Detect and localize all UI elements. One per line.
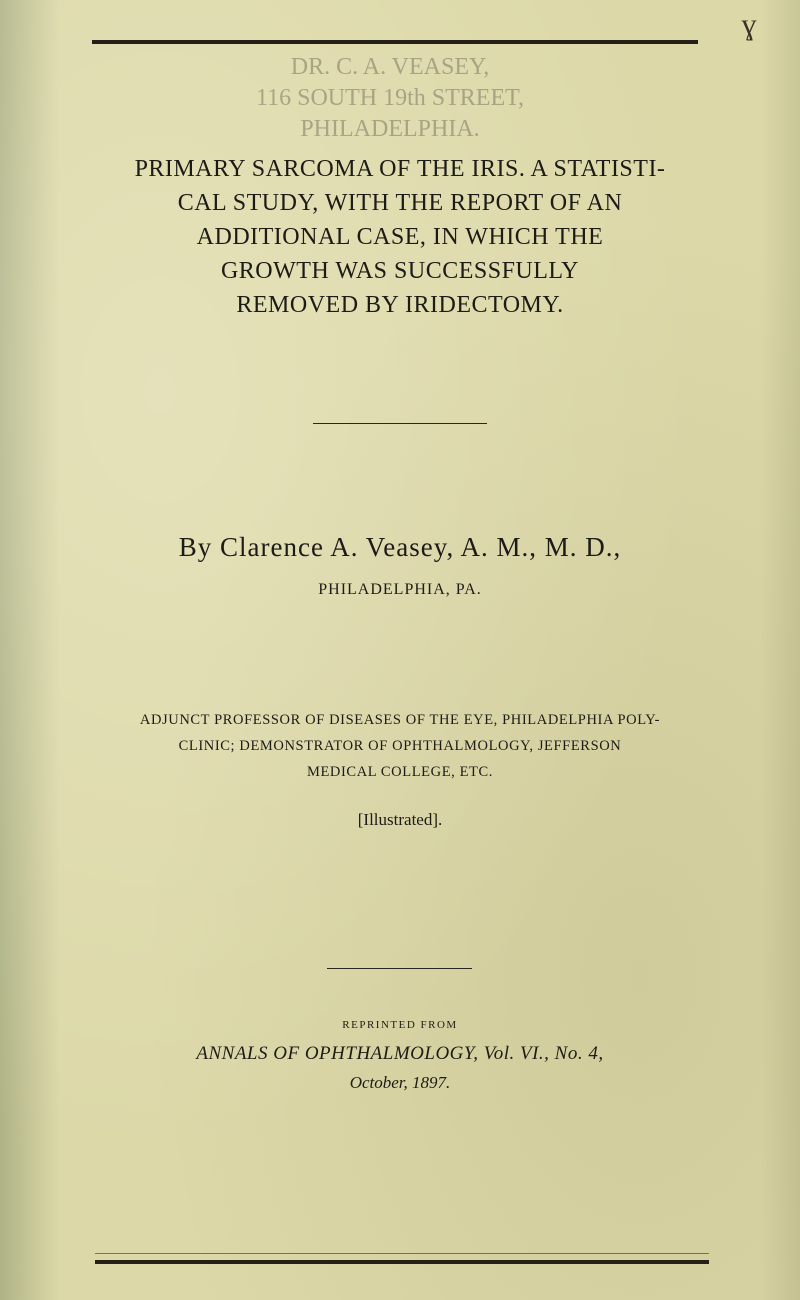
stamp-line: DR. C. A. VEASEY,	[290, 54, 490, 80]
stamp-line: 116 SOUTH 19th STREET,	[256, 85, 524, 111]
top-rule	[92, 40, 698, 44]
author-location: PHILADELPHIA, PA.	[318, 581, 482, 598]
reprint-label: REPRINTED FROM	[342, 1019, 458, 1031]
credentials-line: MEDICAL COLLEGE, ETC.	[306, 764, 494, 780]
title-line: CAL STUDY, WITH THE REPORT OF AN	[177, 190, 623, 216]
article-title	[80, 152, 720, 322]
stamp-line: PHILADELPHIA.	[300, 116, 480, 142]
publication-date: October, 1897.	[349, 1073, 451, 1092]
title-line: REMOVED BY IRIDECTOMY.	[236, 292, 564, 318]
credentials-line: CLINIC; DEMONSTRATOR OF OPHTHALMOLOGY, JEFFERSON	[178, 738, 622, 754]
bottom-rule-thin	[95, 1253, 709, 1254]
title-line: GROWTH WAS SUCCESSFULLY	[220, 258, 580, 284]
title-line: ADDITIONAL CASE, IN WHICH THE	[196, 224, 604, 250]
divider	[327, 968, 472, 969]
credentials-line: ADJUNCT PROFESSOR OF DISEASES OF THE EYE, PHILADELPHIA POLY-	[139, 712, 661, 728]
illustrated-note: [Illustrated].	[357, 810, 443, 829]
library-mark-icon: ɣ	[741, 8, 757, 41]
bottom-rule	[95, 1260, 709, 1264]
author-byline: By Clarence A. Veasey, A. M., M. D.,	[178, 532, 622, 562]
title-line: PRIMARY SARCOMA OF THE IRIS. A STATISTI-	[134, 156, 666, 182]
address-stamp	[140, 52, 640, 145]
journal-citation: ANNALS OF OPHTHALMOLOGY, Vol. VI., No. 4,	[196, 1043, 604, 1064]
author-credentials	[70, 707, 730, 785]
divider	[313, 423, 487, 424]
